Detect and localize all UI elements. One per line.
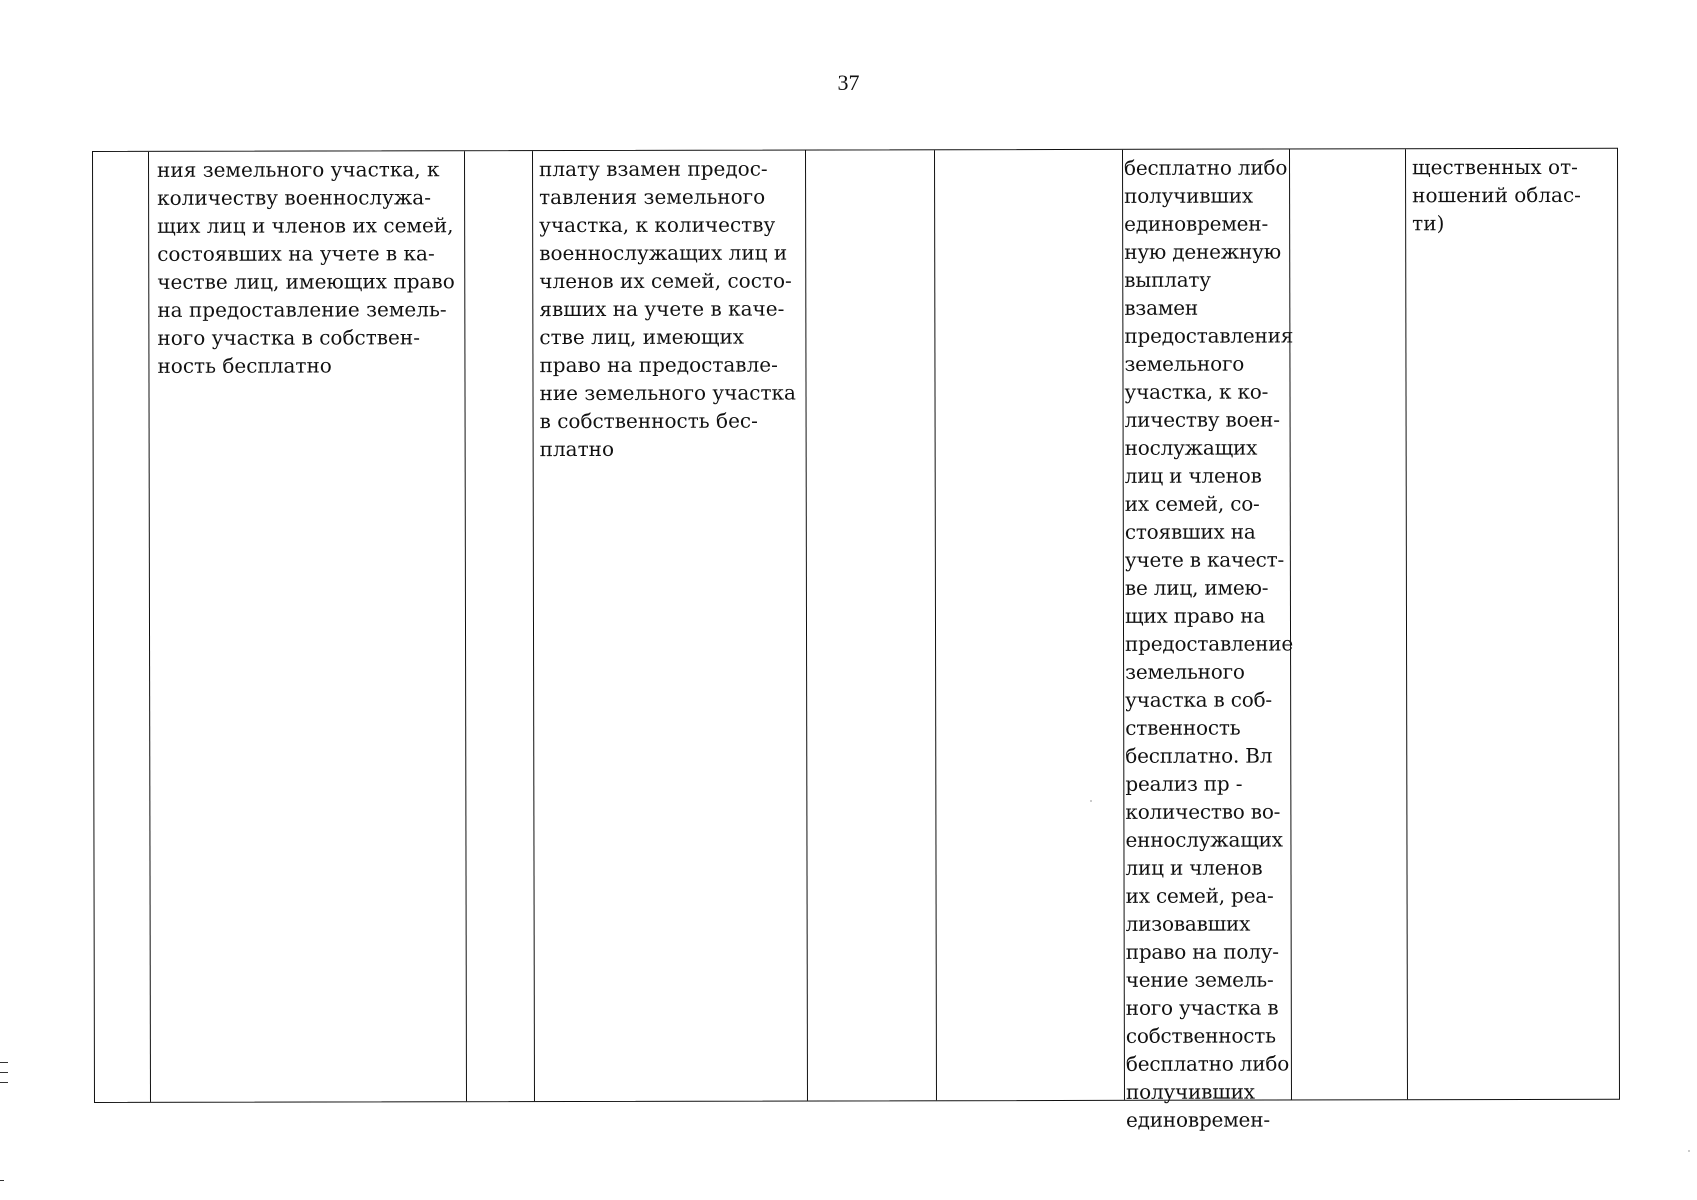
scan-margin-mark — [0, 1180, 4, 1181]
scan-margin-mark — [0, 1082, 8, 1083]
scan-margin-mark — [0, 1062, 8, 1063]
table-cell-col7 — [1122, 149, 1294, 1132]
table-cell-col4 — [532, 151, 807, 1102]
table-cell-col9 — [1405, 149, 1619, 1099]
cell-text-col9: щественных от- ношений облас- ти) — [1412, 154, 1581, 236]
table-cell-col8 — [1289, 149, 1407, 1099]
scan-speck — [1090, 800, 1092, 802]
table-cell-col3 — [464, 151, 534, 1101]
table-cell-col5 — [805, 150, 936, 1100]
data-table — [92, 148, 1620, 1132]
scan-speck — [1688, 1150, 1690, 1152]
cell-text-col4: плату взамен предос- тавления земельного участка, к количеству военнослужащих лиц и членов их семей, состо- явших на учете в каче- стве лиц, имеющих право на предоставле- ние земельного участка в собственность бес- платно — [539, 156, 796, 462]
table-cell-col2 — [148, 151, 466, 1102]
page-number: 37 — [837, 70, 860, 95]
cell-text-col7: бесплатно либо получивших единовремен- ную денежную выплату взамен предоставления земельного участка, к ко- личеству воен- нослужащих лиц и членов их семей, со- стоявших на учете в качест- ве лиц, имею- щих право на предоставление земельного участка в соб- ственность бесплатно. Вл реализ пр - количество во- еннослужащих лиц и членов их семей, реа- лизовавших право на полу- чение земель- ного участка в собственность бесплатно либо получивших единовремен- — [1124, 155, 1294, 1132]
cell-text-col2: ния земельного участка, к количеству военнослужа- щих лиц и членов их семей, состоявших на учете в ка- честве лиц, имеющих право на предоставление земель- ного участка в собствен- ность бесплатно — [157, 157, 455, 378]
table-cell-col6 — [934, 150, 1124, 1100]
scan-margin-mark — [0, 1072, 8, 1073]
